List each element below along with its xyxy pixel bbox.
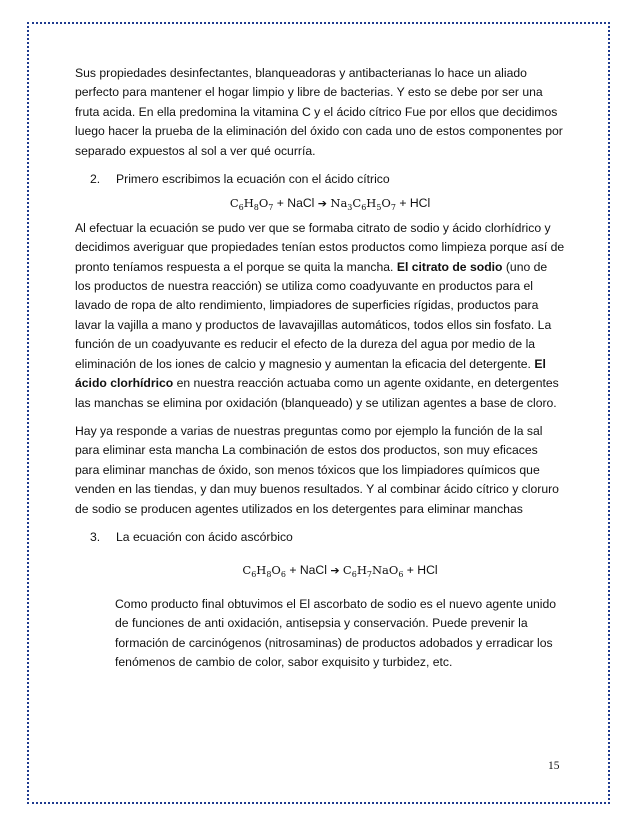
paragraph-products: Al efectuar la ecuación se pudo ver que se formaba citrato de sodio y ácido clorhídrico y decidimos averiguar que propiedades tenían estos productos como limpieza porque así de pronto teníamos respuesta a el porque se quita la mancha. El citrato de sodio (uno de los productos de nuestra reacción) se utiliza como coadyuvante en productos para el lavado de ropa de alto rendimiento, limpiadores de superficies rígidas, productos para lavar la vajilla a mano y productos de lavavajillas automáticos, todos ellos sin fosfato. La función de un coadyuvante es reducir el efecto de la dureza del agua por medio de la eliminación de los iones de calcio y magnesio y aumentan la eficacia del detergente. El ácido clorhídrico en nuestra reacción actuaba como un agente oxidante, en detergentes las manchas se elimina por oxidación (blanqueado) y se utilizan agentes a base de cloro.: [75, 220, 565, 410]
equation-citric: [75, 194, 565, 213]
arrow-icon: ➔: [330, 564, 340, 578]
list-item-3: [75, 528, 565, 547]
reactant-plus: + NaCl: [289, 563, 327, 578]
list-number: 3.: [90, 529, 101, 544]
reactant-plus: + NaCl: [276, 196, 315, 211]
arrow-icon: ➔: [317, 197, 327, 211]
page-number: 15: [548, 760, 560, 772]
list-text: La ecuación con ácido ascórbico: [116, 529, 293, 544]
product-plus: + HCl: [399, 196, 431, 211]
paragraph-ascorbate: Como producto final obtuvimos el El ascorbato de sodio es el nuevo agente unido de funciones de anti oxidación, antisepsia y conservación. Puede prevenir la formación de carcinógenos (nitrosaminas) de productos adobados y erradicar los fenómenos de cambio de color, sabor exquisito y turbidez, etc.: [115, 596, 557, 669]
list-text: Primero escribimos la ecuación con el ácido cítrico: [116, 172, 390, 187]
formula-sodium-citrate: $Na_3C_6H_5O_7$: [330, 196, 396, 213]
formula-sodium-ascorbate: $C_6H_7NaO_6$: [342, 563, 404, 580]
equation-ascorbic: [75, 561, 565, 580]
document-body: [75, 64, 565, 672]
product-plus: + HCl: [406, 563, 438, 578]
list-item-2: [75, 170, 565, 189]
formula-ascorbic-acid: $C_6H_8O_6$: [242, 563, 286, 580]
bold-term-hcl: El ácido clorhídrico: [75, 356, 546, 391]
formula-citric-acid: $C_6H_8O_7$: [229, 196, 274, 213]
bold-term-citrate: El citrato de sodio: [396, 259, 503, 274]
list-number: 2.: [90, 172, 101, 187]
paragraph-salt: Hay ya responde a varias de nuestras preguntas como por ejemplo la función de la sal para eliminar esta mancha La combinación de estos dos productos, son muy eficaces para eliminar manchas de óxido, son menos tóxicos que los limpiadores químicos que venden en las tiendas, y dan muy buenos resultados. Y al combinar ácido cítrico y cloruro de sodio se producen agentes utilizados en los detergentes para eliminar manchas: [75, 423, 559, 516]
paragraph-intro: Sus propiedades desinfectantes, blanqueadoras y antibacterianas lo hace un aliado perfecto para mantener el hogar limpio y libre de bacterias. Y esto se debe por ser una fruta acida. En ella predomina la vitamina C y el ácido cítrico Fue por ellos que decidimos luego hacer la prueba de la eliminación del óxido con cada uno de estos componentes por separado expuestos al sol a ver qué ocurría.: [75, 66, 563, 158]
